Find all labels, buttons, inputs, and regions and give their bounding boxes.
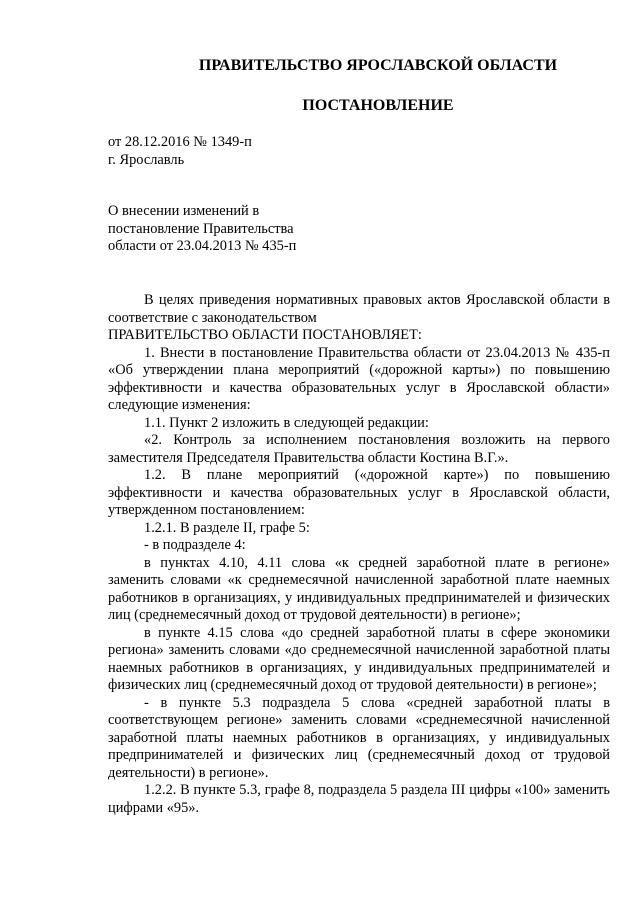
subject-line-3: области от 23.04.2013 № 435-п	[108, 238, 297, 254]
subsection-4-intro: - в подразделе 4:	[144, 537, 246, 553]
preamble-paragraph: В целях приведения нормативных правовых актов Ярославской области в соответствие с законодательством	[108, 292, 610, 326]
subject-line-2: постановление Правительства	[108, 220, 294, 237]
decree-statement: ПРАВИТЕЛЬСТВО ОБЛАСТИ ПОСТАНОВЛЯЕТ:	[108, 327, 422, 343]
paragraph-1-2-2: 1.2.2. В пункте 5.3, графе 8, подраздела 5 раздела III цифры «100» заменить цифрами «95».	[108, 782, 610, 816]
city: г. Ярославль	[108, 151, 185, 168]
government-heading: ПРАВИТЕЛЬСТВО ЯРОСЛАВСКОЙ ОБЛАСТИ	[198, 57, 558, 74]
paragraph-4-10: в пунктах 4.10, 4.11 слова «к средней заработной плате в регионе» заменить словами «к среднемесячной начисленной заработной плате наемных работников в организациях, у индивидуальных предпринимателей и физических лиц (среднемесячный доход от трудовой деятельности) в регионе»;	[108, 554, 610, 623]
paragraph-4-15: в пункте 4.15 слова «до средней заработной платы в сфере экономики региона» заменить словами «до среднемесячной начисленной заработной платы наемных работников в организациях, у индивидуальных предпринимателей и физических лиц (среднемесячный доход от трудовой деятельности) в регионе»;	[108, 624, 610, 693]
paragraph-1-1: 1.1. Пункт 2 изложить в следующей редакции:	[144, 414, 429, 431]
paragraph-1-2: 1.2. В плане мероприятий («дорожной карте») по повышению эффективности и качества образовательных услуг в Ярославской области, утвержденном постановлением:	[108, 467, 610, 518]
paragraph-1-2-1: 1.2.1. В разделе II, графе 5:	[144, 519, 310, 536]
document-type-heading: ПОСТАНОВЛЕНИЕ	[302, 97, 454, 114]
document-body	[108, 292, 610, 817]
subject-line-1: О внесении изменений в	[108, 203, 260, 219]
date-number: от 28.12.2016 № 1349-п	[108, 134, 252, 150]
paragraph-1: 1. Внести в постановление Правительства области от 23.04.2013 № 435-п «Об утверждении плана мероприятий («дорожной карты») по повышению эффективности и качества образовательных услуг в Ярославской области» следующие изменения:	[108, 344, 610, 413]
paragraph-1-1-text: «2. Контроль за исполнением постановления возложить на первого заместителя Председателя Правительства области Костина В.Г.».	[108, 432, 610, 466]
date-number-block	[108, 134, 408, 169]
document-subject	[108, 203, 428, 256]
paragraph-5-3: - в пункте 5.3 подраздела 5 слова «средней заработной платы в соответствующем регионе» заменить словами «среднемесячной начисленной заработной платы наемных работников в организациях, у индивидуальных предпринимателей и физических лиц (среднемесячный доход от трудовой деятельности) в регионе».	[108, 694, 610, 781]
